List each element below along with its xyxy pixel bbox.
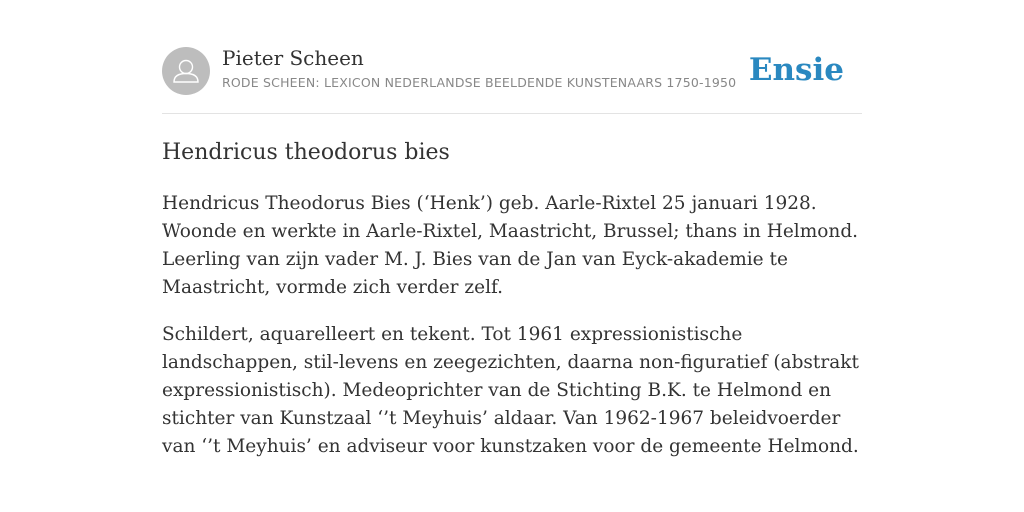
header-divider [162, 113, 862, 114]
article-title: Hendricus theodorus bies [162, 140, 450, 165]
user-silhouette-icon [162, 47, 210, 95]
ensie-logo[interactable]: Ensie [748, 52, 844, 88]
author-name[interactable]: Pieter Scheen [222, 46, 364, 70]
article-paragraph: Schildert, aquarelleert en tekent. Tot 1961 expressionistische landschappen, stil-levens en zeegezichten, daarna non-figuratief (abstrakt expressionistisch). Medeoprichter van de Stichting B.K. te Helmond en stichter van Kunstzaal ‘’t Meyhuis’ aldaar. Van 1962-1967 beleidvoerder van ‘’t Meyhuis’ en adviseur voor kunstzaken voor de gemeente Helmond. [162, 324, 859, 457]
article-header [162, 44, 862, 98]
article-body [162, 190, 862, 480]
source-title[interactable]: RODE SCHEEN: LEXICON NEDERLANDSE BEELDENDE KUNSTENAARS 1750-1950 [222, 75, 737, 90]
article-paragraph: Hendricus Theodorus Bies (‘Henk’) geb. Aarle-Rixtel 25 januari 1928. Woonde en werkte in Aarle-Rixtel, Maastricht, Brussel; thans in Helmond. Leerling van zijn vader M. J. Bies van de Jan van Eyck-akademie te Maastricht, vormde zich verder zelf. [162, 193, 859, 298]
author-avatar[interactable] [162, 47, 210, 95]
